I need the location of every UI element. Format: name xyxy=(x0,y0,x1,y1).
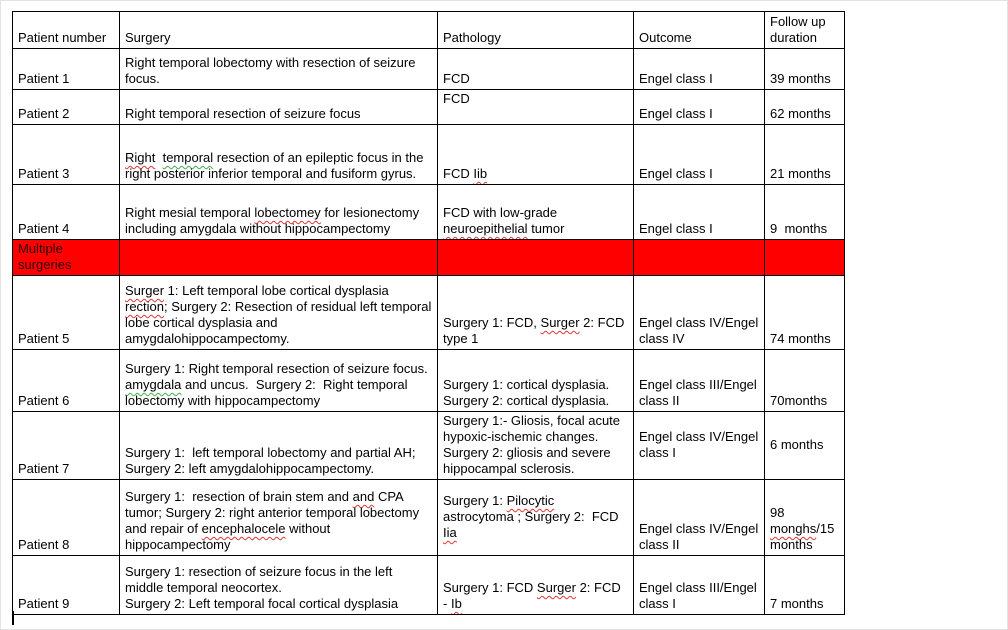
cell-patient-number[interactable] xyxy=(13,556,120,615)
text-segment: Patient 9 xyxy=(18,596,70,611)
row-multiple-surgeries-divider xyxy=(13,240,845,276)
cell-follow-up-duration[interactable] xyxy=(765,556,845,615)
patient-surgery-table xyxy=(12,11,845,615)
misspelled-text-segment: Surger xyxy=(540,315,580,330)
text-segment: FCD with low-grade xyxy=(443,205,561,220)
misspelled-text-segment: rection xyxy=(125,299,165,314)
text-segment: and uncus. Surgery 2: Right temporal lobectomy with hippocampectomy xyxy=(125,377,412,408)
header-outcome[interactable] xyxy=(634,12,765,49)
misspelled-text-segment: temporal xyxy=(162,150,214,165)
text-segment: Patient number xyxy=(18,30,107,45)
cell-surgery[interactable] xyxy=(120,350,438,412)
text-segment: Surgery 1: left temporal lobectomy and partial AH; Surgery 2: left amygdalohippocampectomy. xyxy=(125,445,420,476)
text-segment: for lesionectomy including amygdala without hippocampectomy xyxy=(125,205,423,236)
text-segment: Right mesial temporal xyxy=(125,205,255,220)
row-patient-7 xyxy=(13,412,845,480)
text-segment: Engel class I xyxy=(639,71,713,86)
cell-follow-up-duration[interactable] xyxy=(765,412,845,480)
text-segment: Surgery 1: resection of brain stem and xyxy=(125,489,353,504)
cell-pathology[interactable] xyxy=(438,412,634,480)
cell-surgery[interactable] xyxy=(120,185,438,240)
misspelled-text-segment: Right xyxy=(125,150,156,165)
text-segment: 70months xyxy=(770,393,828,408)
row-patient-2 xyxy=(13,90,845,125)
text-segment: 6 months xyxy=(770,437,824,452)
row-patient-3 xyxy=(13,125,845,185)
text-segment: Patient 8 xyxy=(18,537,70,552)
text-segment: Surgery 1: cortical dysplasia. Surgery 2: cortical dysplasia. xyxy=(443,377,613,408)
text-segment: FCD xyxy=(443,71,470,86)
cell-pathology[interactable] xyxy=(438,185,634,240)
text-segment: FCD xyxy=(443,91,470,106)
text-segment: Patient 4 xyxy=(18,221,70,236)
misspelled-text-segment: Iia xyxy=(443,525,457,540)
row-patient-9 xyxy=(13,556,845,615)
misspelled-text-segment: and xyxy=(352,489,375,504)
text-segment: 98 xyxy=(770,505,789,520)
cell-surgery[interactable] xyxy=(120,480,438,556)
cell-follow-up-duration[interactable] xyxy=(765,276,845,350)
misspelled-text-segment: encephalocele xyxy=(201,521,286,536)
text-segment: Patient 6 xyxy=(18,393,70,408)
text-segment: tumor xyxy=(527,221,565,236)
text-segment: without hippocampectomy xyxy=(125,521,334,552)
misspelled-text-segment: lobectomey xyxy=(254,205,321,220)
misspelled-text-segment: Ib xyxy=(450,596,462,611)
text-segment: 21 months xyxy=(770,166,831,181)
table-head xyxy=(13,12,845,49)
header-row xyxy=(13,12,845,49)
misspelled-text-segment: Surger xyxy=(125,283,165,298)
text-segment: Surgery 1: Right temporal resection of seizure focus. xyxy=(125,361,432,376)
text-segment: 62 months xyxy=(770,106,831,121)
cell-patient-number[interactable] xyxy=(13,412,120,480)
text-segment: Engel class III/Engel class II xyxy=(639,377,761,408)
text-segment: Engel class III/Engel class I xyxy=(639,580,761,611)
cell-surgery[interactable] xyxy=(120,276,438,350)
text-segment: resection of an epileptic focus in the right posterior inferior temporal and fusiform gyrus. xyxy=(125,150,428,181)
cell-follow-up-duration[interactable] xyxy=(765,49,845,90)
text-segment: Patient 1 xyxy=(18,71,70,86)
cell-outcome[interactable] xyxy=(634,90,765,125)
cell-patient-number[interactable] xyxy=(13,125,120,185)
text-segment: Patient 5 xyxy=(18,331,70,346)
cell-surgery[interactable] xyxy=(120,125,438,185)
text-segment: Right temporal lobectomy with resection of seizure focus. xyxy=(125,55,420,86)
text-segment: /15 months xyxy=(770,521,838,552)
cell-pathology[interactable] xyxy=(438,350,634,412)
cell-patient-number[interactable] xyxy=(13,276,120,350)
misspelled-text-segment: Iib xyxy=(473,166,488,181)
text-segment: Patient 2 xyxy=(18,106,70,121)
cell-patient-number[interactable] xyxy=(13,480,120,556)
text-cursor xyxy=(12,611,14,625)
text-segment: 2: FCD - xyxy=(443,580,625,611)
misspelled-text-segment: Surger xyxy=(536,580,576,595)
text-segment: Engel class I xyxy=(639,106,713,121)
header-follow-up-duration[interactable] xyxy=(765,12,845,49)
text-segment: FCD xyxy=(443,166,474,181)
cell-pathology[interactable] xyxy=(438,240,634,276)
cell-outcome[interactable] xyxy=(634,240,765,276)
row-patient-4 xyxy=(13,185,845,240)
cell-follow-up-duration[interactable] xyxy=(765,125,845,185)
cell-outcome[interactable] xyxy=(634,480,765,556)
cell-outcome[interactable] xyxy=(634,276,765,350)
text-segment: Right temporal resection of seizure focus xyxy=(125,106,361,121)
text-segment: astrocytoma ; Surgery 2: FCD xyxy=(443,493,623,524)
cell-follow-up-duration[interactable] xyxy=(765,350,845,412)
cell-follow-up-duration[interactable] xyxy=(765,90,845,125)
cell-follow-up-duration[interactable] xyxy=(765,185,845,240)
text-segment xyxy=(155,150,162,165)
misspelled-text-segment: neuroepithelial xyxy=(443,221,528,236)
misspelled-text-segment: amygdala xyxy=(125,377,182,392)
row-patient-8 xyxy=(13,480,845,556)
text-segment: Multiple surgeries xyxy=(18,241,72,272)
cell-outcome[interactable] xyxy=(634,556,765,615)
cell-pathology[interactable] xyxy=(438,480,634,556)
text-segment: Surgery 1: FCD, xyxy=(443,315,541,330)
text-segment: Pathology xyxy=(443,30,501,45)
text-segment: CPA tumor; Surgery 2: right anterior temporal lobectomy and repair of xyxy=(125,489,423,536)
header-surgery[interactable] xyxy=(120,12,438,49)
text-segment: Patient 7 xyxy=(18,461,70,476)
text-segment: Surgery 1:- Gliosis, focal acute hypoxic-ischemic changes. Surgery 2: gliosis and severe hippocampal sclerosis. xyxy=(443,413,624,476)
text-segment: Surgery 1: xyxy=(443,493,507,508)
cell-follow-up-duration[interactable] xyxy=(765,240,845,276)
text-segment: 74 months xyxy=(770,331,831,346)
cell-surgery[interactable] xyxy=(120,412,438,480)
text-segment: Surgery 1: FCD xyxy=(443,580,537,595)
table-body xyxy=(13,49,845,615)
cell-patient-number[interactable] xyxy=(13,350,120,412)
text-segment: 7 months xyxy=(770,596,824,611)
cell-outcome[interactable] xyxy=(634,185,765,240)
text-segment: ; Surgery 2: Resection of residual left temporal lobe cortical dysplasia and amygdalohippocampectomy. xyxy=(125,299,436,346)
misspelled-text-segment: Pilocytic xyxy=(506,493,555,508)
cell-pathology[interactable] xyxy=(438,276,634,350)
cell-surgery[interactable] xyxy=(120,49,438,90)
cell-surgery[interactable] xyxy=(120,240,438,276)
misspelled-text-segment: monghs xyxy=(770,521,817,536)
text-segment: 39 months xyxy=(770,71,831,86)
cell-patient-number[interactable] xyxy=(13,49,120,90)
cell-outcome[interactable] xyxy=(634,49,765,90)
cell-surgery[interactable] xyxy=(120,90,438,125)
text-segment: Engel class I xyxy=(639,166,713,181)
cell-pathology[interactable] xyxy=(438,49,634,90)
text-segment: 1: Left temporal lobe cortical dysplasia xyxy=(164,283,393,298)
cell-outcome[interactable] xyxy=(634,412,765,480)
row-patient-1 xyxy=(13,49,845,90)
text-segment: Engel class IV/Engel class IV xyxy=(639,315,762,346)
text-segment: Surgery 1: resection of seizure focus in the left middle temporal neocortex. xyxy=(125,564,396,595)
text-segment: Outcome xyxy=(639,30,692,45)
text-segment: Engel class IV/Engel class II xyxy=(639,521,762,552)
text-segment: 2: FCD type 1 xyxy=(443,315,628,346)
text-segment: Patient 3 xyxy=(18,166,70,181)
row-patient-6 xyxy=(13,350,845,412)
cell-pathology[interactable] xyxy=(438,90,634,125)
cell-patient-number[interactable] xyxy=(13,185,120,240)
cell-surgery[interactable] xyxy=(120,556,438,615)
cell-outcome[interactable] xyxy=(634,125,765,185)
cell-pathology[interactable] xyxy=(438,125,634,185)
cell-outcome[interactable] xyxy=(634,350,765,412)
text-segment: Surgery 2: Left temporal focal cortical dysplasia xyxy=(125,596,399,611)
cell-follow-up-duration[interactable] xyxy=(765,480,845,556)
cell-pathology[interactable] xyxy=(438,556,634,615)
header-pathology[interactable] xyxy=(438,12,634,49)
text-segment: Follow up duration xyxy=(770,14,830,45)
text-segment: Engel class I xyxy=(639,221,713,236)
text-segment: 9 months xyxy=(770,221,828,236)
cell-patient-number[interactable] xyxy=(13,90,120,125)
header-patient-number[interactable] xyxy=(13,12,120,49)
cell-patient-number[interactable] xyxy=(13,240,120,276)
row-patient-5 xyxy=(13,276,845,350)
text-segment: Surgery xyxy=(125,30,171,45)
text-segment: Engel class IV/Engel class I xyxy=(639,429,762,460)
